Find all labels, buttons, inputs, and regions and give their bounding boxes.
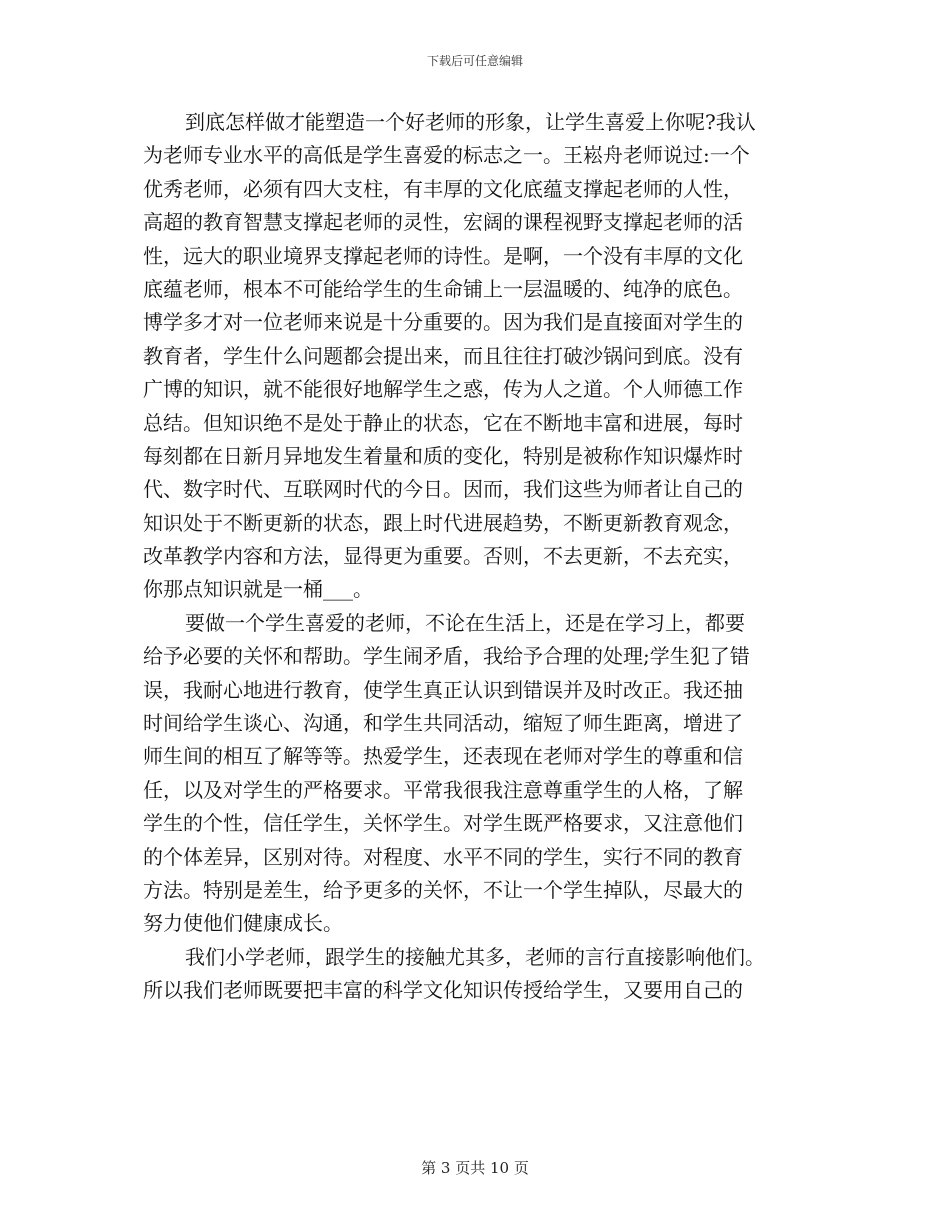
text-line: 改革教学内容和方法，显得更为重要。否则，不去更新，不去充实， (143, 544, 743, 569)
text-line: 你那点知识就是一桶___。 (143, 577, 373, 602)
text-line: 方法。特别是差生，给予更多的关怀，不让一个学生掉队，尽最大的 (143, 877, 743, 902)
text-line: 时间给学生谈心、沟通，和学生共同活动，缩短了师生距离，增进了 (143, 711, 743, 736)
text-line: 底蕴老师，根本不可能给学生的生命铺上一层温暖的、纯净的底色。 (143, 276, 743, 301)
text-line: 努力使他们健康成长。 (143, 911, 343, 936)
text-line: 我们小学老师，跟学生的接触尤其多，老师的言行直接影响他们。 (185, 944, 765, 969)
text-line: 为老师专业水平的高低是学生喜爱的标志之一。王崧舟老师说过:一个 (143, 143, 750, 168)
text-line: 总结。但知识绝不是处于静止的状态，它在不断地丰富和进展，每时 (143, 410, 743, 435)
text-line: 广博的知识，就不能很好地解学生之惑，传为人之道。个人师德工作 (143, 377, 743, 402)
text-line: 任，以及对学生的严格要求。平常我很我注意尊重学生的人格，了解 (143, 777, 743, 802)
document-body (143, 106, 815, 1008)
text-line: 知识处于不断更新的状态，跟上时代进展趋势，不断更新教育观念， (143, 510, 743, 535)
text-line: 教育者，学生什么问题都会提出来，而且往往打破沙锅问到底。没有 (143, 343, 743, 368)
text-line: 高超的教育智慧支撑起老师的灵性，宏阔的课程视野支撑起老师的活 (143, 210, 743, 235)
text-line: 学生的个性，信任学生，关怀学生。对学生既严格要求，又注意他们 (143, 811, 743, 836)
page-header: 下载后可任意编辑 (426, 54, 523, 68)
text-line: 每刻都在日新月异地发生着量和质的变化，特别是被称作知识爆炸时 (143, 443, 743, 468)
text-line: 的个体差异，区别对待。对程度、水平不同的学生，实行不同的教育 (143, 844, 743, 869)
paragraph-1 (143, 106, 815, 607)
text-line: 给予必要的关怀和帮助。学生闹矛盾，我给予合理的处理;学生犯了错 (143, 644, 750, 669)
text-line: 到底怎样做才能塑造一个好老师的形象，让学生喜爱上你呢?我认 (185, 110, 756, 134)
text-line: 师生间的相互了解等等。热爱学生，还表现在老师对学生的尊重和信 (143, 744, 743, 769)
page-footer: 第 3 页共 10 页 (421, 1159, 529, 1177)
text-line: 要做一个学生喜爱的老师，不论在生活上，还是在学习上，都要 (185, 610, 745, 635)
text-line: 误，我耐心地进行教育，使学生真正认识到错误并及时改正。我还抽 (143, 677, 743, 702)
text-line: 优秀老师，必须有四大支柱，有丰厚的文化底蕴支撑起老师的人性， (143, 176, 743, 201)
text-line: 博学多才对一位老师来说是十分重要的。因为我们是直接面对学生的 (143, 310, 743, 335)
text-line: 代、数字时代、互联网时代的今日。因而，我们这些为师者让自己的 (143, 477, 743, 502)
paragraph-3 (143, 941, 815, 1008)
paragraph-2 (143, 607, 815, 941)
text-line: 所以我们老师既要把丰富的科学文化知识传授给学生，又要用自己的 (143, 978, 743, 1003)
text-line: 性，远大的职业境界支撑起老师的诗性。是啊，一个没有丰厚的文化 (143, 243, 743, 268)
